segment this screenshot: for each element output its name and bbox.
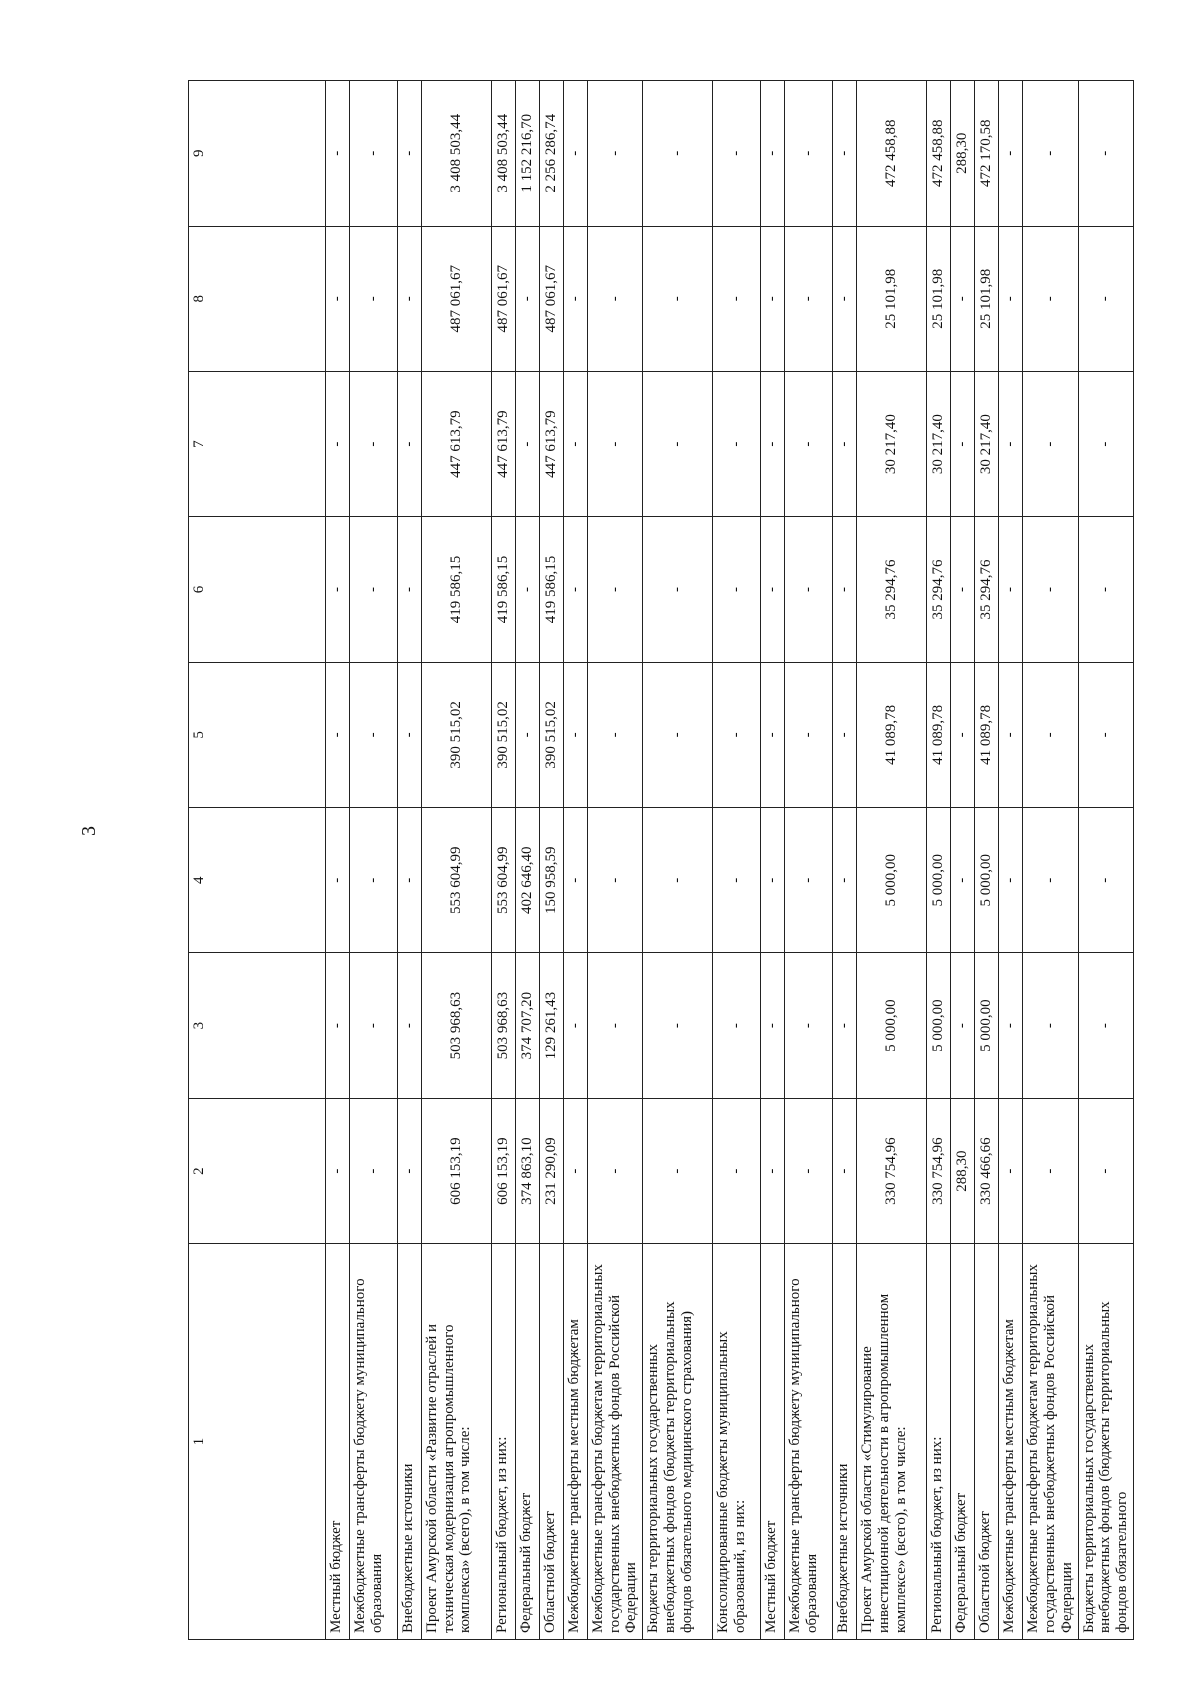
value-cell: - [999, 226, 1023, 371]
table-row [1078, 81, 1133, 1640]
value-cell: 288,30 [951, 81, 975, 227]
table-row [857, 81, 927, 1640]
table-row [785, 81, 833, 1640]
value-cell: - [325, 1098, 349, 1243]
header-cell: 7 [189, 371, 326, 516]
value-cell: - [761, 371, 785, 516]
value-cell: - [397, 371, 421, 516]
value-cell: - [325, 662, 349, 807]
value-cell: 606 153,19 [491, 1098, 515, 1243]
value-cell: - [349, 226, 397, 371]
row-label: Бюджеты территориальных государственных внебюджетных фондов (бюджеты территориальных фондов обязательного [1078, 1244, 1133, 1640]
value-cell: - [1023, 517, 1078, 662]
table-row [563, 81, 587, 1640]
value-cell: - [761, 808, 785, 953]
table-row [349, 81, 397, 1640]
table-row [713, 81, 761, 1640]
row-label: Проект Амурской области «Развитие отраслей и техническая модернизация агропромышленного комплекса» (всего), в том числе: [421, 1244, 491, 1640]
table-row [999, 81, 1023, 1640]
value-cell: 472 458,88 [927, 81, 951, 227]
table-row [515, 81, 539, 1640]
row-label: Внебюджетные источники [833, 1244, 857, 1640]
value-cell: - [643, 662, 713, 807]
value-cell: 25 101,98 [927, 226, 951, 371]
value-cell: 5 000,00 [857, 808, 927, 953]
header-cell: 4 [189, 808, 326, 953]
header-cell: 2 [189, 1098, 326, 1243]
value-cell: - [761, 1098, 785, 1243]
value-cell: - [515, 226, 539, 371]
value-cell: 447 613,79 [421, 371, 491, 516]
value-cell: - [951, 953, 975, 1098]
value-cell: 288,30 [951, 1098, 975, 1243]
value-cell: - [397, 953, 421, 1098]
value-cell: 487 061,67 [421, 226, 491, 371]
value-cell: - [349, 1098, 397, 1243]
value-cell: - [587, 226, 642, 371]
value-cell: 419 586,15 [539, 517, 563, 662]
value-cell: - [563, 1098, 587, 1243]
value-cell: - [833, 953, 857, 1098]
value-cell: 503 968,63 [491, 953, 515, 1098]
value-cell: - [325, 953, 349, 1098]
value-cell: - [999, 81, 1023, 227]
value-cell: 30 217,40 [975, 371, 999, 516]
value-cell: 5 000,00 [927, 808, 951, 953]
value-cell: 129 261,43 [539, 953, 563, 1098]
value-cell: - [785, 81, 833, 227]
value-cell: - [833, 371, 857, 516]
value-cell: - [761, 662, 785, 807]
value-cell: - [563, 808, 587, 953]
value-cell: 3 408 503,44 [491, 81, 515, 227]
value-cell: 390 515,02 [491, 662, 515, 807]
value-cell: 606 153,19 [421, 1098, 491, 1243]
value-cell: - [563, 81, 587, 227]
row-label: Федеральный бюджет [515, 1244, 539, 1640]
row-label: Областной бюджет [975, 1244, 999, 1640]
value-cell: - [951, 517, 975, 662]
value-cell: - [325, 371, 349, 516]
value-cell: - [1078, 81, 1133, 227]
value-cell: - [325, 226, 349, 371]
value-cell: - [349, 517, 397, 662]
value-cell: 390 515,02 [539, 662, 563, 807]
header-cell: 6 [189, 517, 326, 662]
value-cell: - [349, 371, 397, 516]
value-cell: - [397, 517, 421, 662]
value-cell: 150 958,59 [539, 808, 563, 953]
value-cell: - [713, 81, 761, 227]
value-cell: - [1023, 81, 1078, 227]
value-cell: - [1023, 371, 1078, 516]
value-cell: - [785, 662, 833, 807]
row-label: Внебюджетные источники [397, 1244, 421, 1640]
value-cell: - [515, 517, 539, 662]
row-label: Межбюджетные трансферты бюджетам территориальных государственных внебюджетных фондов Российской Федерации [1023, 1244, 1078, 1640]
value-cell: - [325, 808, 349, 953]
row-label: Местный бюджет [325, 1244, 349, 1640]
header-cell: 3 [189, 953, 326, 1098]
rotated-table-container [188, 80, 1134, 1640]
value-cell: - [325, 517, 349, 662]
value-cell: - [349, 81, 397, 227]
value-cell: - [833, 226, 857, 371]
value-cell: - [785, 371, 833, 516]
table-row [397, 81, 421, 1640]
value-cell: - [349, 953, 397, 1098]
value-cell: 25 101,98 [857, 226, 927, 371]
header-cell: 5 [189, 662, 326, 807]
value-cell: 447 613,79 [491, 371, 515, 516]
value-cell: - [713, 371, 761, 516]
value-cell: 487 061,67 [491, 226, 515, 371]
value-cell: - [1023, 953, 1078, 1098]
value-cell: - [563, 517, 587, 662]
value-cell: - [999, 1098, 1023, 1243]
value-cell: - [833, 662, 857, 807]
value-cell: - [713, 517, 761, 662]
row-label: Межбюджетные трансферты бюджетам территориальных государственных внебюджетных фондов Российской Федерации [587, 1244, 642, 1640]
value-cell: - [349, 808, 397, 953]
value-cell: - [999, 662, 1023, 807]
value-cell: - [643, 808, 713, 953]
value-cell: 41 089,78 [975, 662, 999, 807]
value-cell: 374 707,20 [515, 953, 539, 1098]
table-row [975, 81, 999, 1640]
value-cell: - [999, 808, 1023, 953]
value-cell: 41 089,78 [857, 662, 927, 807]
value-cell: - [951, 662, 975, 807]
row-label: Проект Амурской области «Стимулирование инвестиционной деятельности в агропромышленном комплексе» (всего), в том числе: [857, 1244, 927, 1640]
value-cell: 30 217,40 [857, 371, 927, 516]
value-cell: - [1078, 662, 1133, 807]
value-cell: - [713, 808, 761, 953]
table-row [539, 81, 563, 1640]
table-row [643, 81, 713, 1640]
value-cell: - [951, 808, 975, 953]
header-row [189, 81, 326, 1640]
value-cell: 487 061,67 [539, 226, 563, 371]
value-cell: - [833, 517, 857, 662]
value-cell: - [643, 517, 713, 662]
value-cell: 374 863,10 [515, 1098, 539, 1243]
value-cell: - [563, 226, 587, 371]
value-cell: - [785, 953, 833, 1098]
value-cell: - [833, 1098, 857, 1243]
value-cell: - [587, 81, 642, 227]
header-cell: 8 [189, 226, 326, 371]
value-cell: - [1023, 662, 1078, 807]
value-cell: 330 754,96 [857, 1098, 927, 1243]
value-cell: - [761, 517, 785, 662]
value-cell: - [397, 226, 421, 371]
value-cell: - [785, 226, 833, 371]
value-cell: 402 646,40 [515, 808, 539, 953]
value-cell: - [713, 662, 761, 807]
value-cell: 330 466,66 [975, 1098, 999, 1243]
value-cell: 390 515,02 [421, 662, 491, 807]
value-cell: 1 152 216,70 [515, 81, 539, 227]
value-cell: - [397, 662, 421, 807]
value-cell: 25 101,98 [975, 226, 999, 371]
value-cell: 447 613,79 [539, 371, 563, 516]
value-cell: - [833, 808, 857, 953]
value-cell: - [951, 226, 975, 371]
value-cell: - [1078, 226, 1133, 371]
value-cell: - [1078, 953, 1133, 1098]
row-label: Областной бюджет [539, 1244, 563, 1640]
header-cell: 1 [189, 1244, 326, 1640]
value-cell: - [761, 953, 785, 1098]
value-cell: - [999, 953, 1023, 1098]
value-cell: - [761, 226, 785, 371]
value-cell: - [325, 81, 349, 227]
value-cell: - [349, 662, 397, 807]
value-cell: 5 000,00 [927, 953, 951, 1098]
table-row [927, 81, 951, 1640]
value-cell: - [397, 81, 421, 227]
row-label: Межбюджетные трансферты бюджету муниципального образования [349, 1244, 397, 1640]
value-cell: - [1078, 371, 1133, 516]
value-cell: - [563, 662, 587, 807]
value-cell: - [587, 517, 642, 662]
table-row [833, 81, 857, 1640]
value-cell: 472 170,58 [975, 81, 999, 227]
page-number: 3 [78, 826, 100, 836]
value-cell: - [999, 371, 1023, 516]
table-row [761, 81, 785, 1640]
value-cell: - [397, 808, 421, 953]
value-cell: - [785, 1098, 833, 1243]
value-cell: 553 604,99 [491, 808, 515, 953]
value-cell: - [833, 81, 857, 227]
row-label: Консолидированные бюджеты муниципальных образований, из них: [713, 1244, 761, 1640]
value-cell: 5 000,00 [975, 953, 999, 1098]
value-cell: - [1078, 1098, 1133, 1243]
value-cell: 472 458,88 [857, 81, 927, 227]
value-cell: 30 217,40 [927, 371, 951, 516]
value-cell: - [785, 517, 833, 662]
value-cell: - [515, 371, 539, 516]
value-cell: 419 586,15 [421, 517, 491, 662]
value-cell: - [587, 953, 642, 1098]
row-label: Межбюджетные трансферты бюджету муниципального образования [785, 1244, 833, 1640]
row-label: Федеральный бюджет [951, 1244, 975, 1640]
row-label: Региональный бюджет, из них: [491, 1244, 515, 1640]
value-cell: 35 294,76 [927, 517, 951, 662]
table-row [587, 81, 642, 1640]
value-cell: - [643, 1098, 713, 1243]
value-cell: - [1078, 517, 1133, 662]
value-cell: - [1078, 808, 1133, 953]
value-cell: 35 294,76 [975, 517, 999, 662]
value-cell: - [713, 953, 761, 1098]
value-cell: 503 968,63 [421, 953, 491, 1098]
value-cell: - [1023, 226, 1078, 371]
row-label: Межбюджетные трансферты местным бюджетам [999, 1244, 1023, 1640]
table-row [325, 81, 349, 1640]
value-cell: - [1023, 1098, 1078, 1243]
value-cell: - [761, 81, 785, 227]
value-cell: - [515, 662, 539, 807]
budget-table [188, 80, 1134, 1640]
value-cell: 231 290,09 [539, 1098, 563, 1243]
value-cell: - [643, 81, 713, 227]
table-row [951, 81, 975, 1640]
value-cell: - [643, 953, 713, 1098]
value-cell: - [785, 808, 833, 953]
row-label: Региональный бюджет, из них: [927, 1244, 951, 1640]
value-cell: - [587, 1098, 642, 1243]
value-cell: 41 089,78 [927, 662, 951, 807]
value-cell: - [951, 371, 975, 516]
value-cell: 5 000,00 [857, 953, 927, 1098]
value-cell: 419 586,15 [491, 517, 515, 662]
value-cell: - [643, 226, 713, 371]
value-cell: 330 754,96 [927, 1098, 951, 1243]
value-cell: 3 408 503,44 [421, 81, 491, 227]
table-row [1023, 81, 1078, 1640]
value-cell: - [1023, 808, 1078, 953]
table-row [491, 81, 515, 1640]
row-label: Местный бюджет [761, 1244, 785, 1640]
value-cell: - [643, 371, 713, 516]
table-row [421, 81, 491, 1640]
value-cell: 2 256 286,74 [539, 81, 563, 227]
value-cell: - [397, 1098, 421, 1243]
row-label: Межбюджетные трансферты местным бюджетам [563, 1244, 587, 1640]
value-cell: 35 294,76 [857, 517, 927, 662]
value-cell: - [587, 808, 642, 953]
value-cell: - [999, 517, 1023, 662]
value-cell: 553 604,99 [421, 808, 491, 953]
value-cell: 5 000,00 [975, 808, 999, 953]
value-cell: - [587, 371, 642, 516]
value-cell: - [713, 1098, 761, 1243]
row-label: Бюджеты территориальных государственных внебюджетных фондов (бюджеты территориальных фондов обязательного медицинского страхования) [643, 1244, 713, 1640]
header-cell: 9 [189, 81, 326, 227]
value-cell: - [713, 226, 761, 371]
value-cell: - [563, 953, 587, 1098]
value-cell: - [563, 371, 587, 516]
value-cell: - [587, 662, 642, 807]
